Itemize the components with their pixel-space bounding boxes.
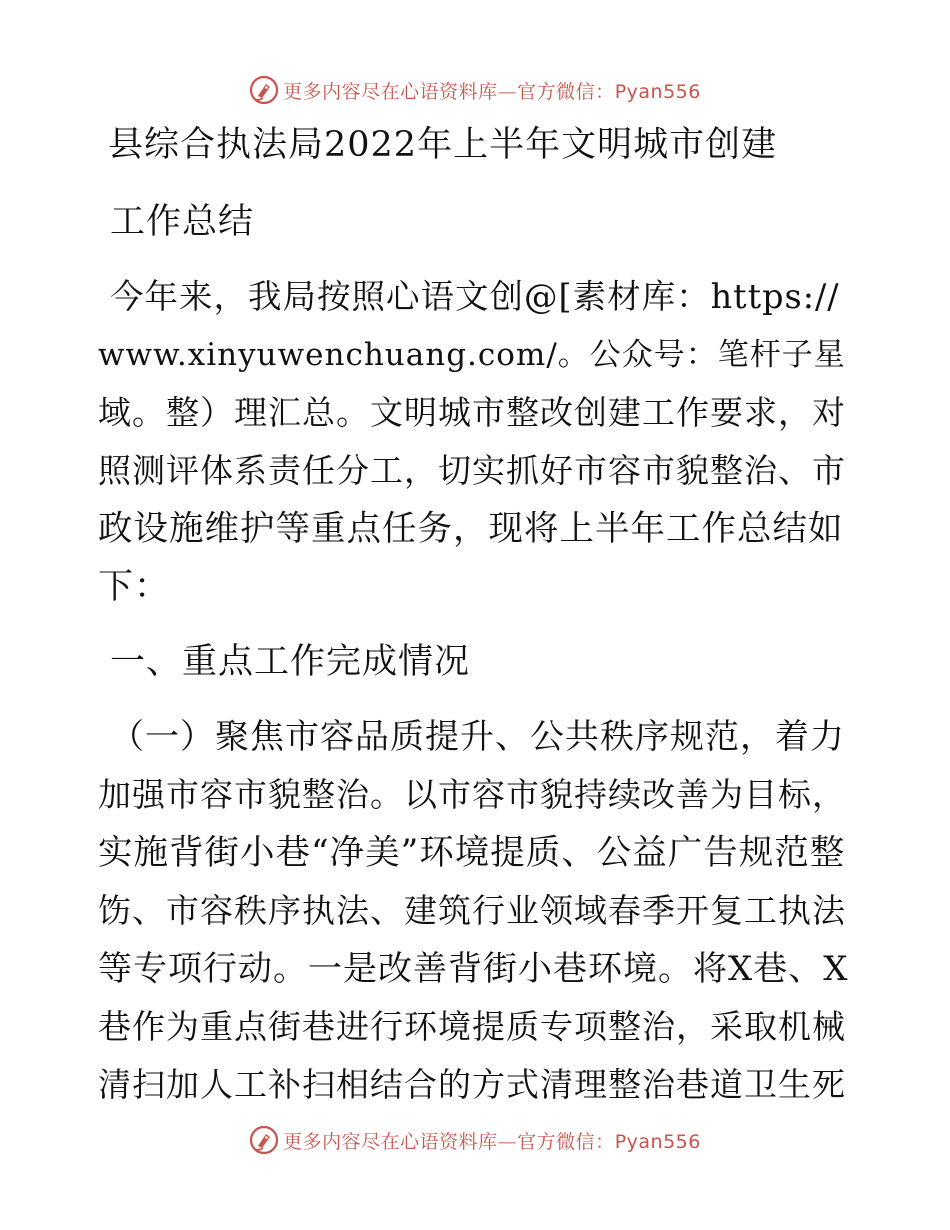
paragraph-2-line: 实施背街小巷“净美”环境提质、公益广告规范整 <box>98 833 846 873</box>
document-title-line-1: 县综合执法局2022年上半年文明城市创建 <box>108 125 778 165</box>
paragraph-2-line: 巷作为重点街巷进行环境提质专项整治，采取机械 <box>98 1007 846 1046</box>
header-watermark-banner <box>0 70 950 110</box>
pen-nib-circle-icon <box>249 1125 279 1155</box>
paragraph-1-line: 照测评体系责任分工，切实抓好市容市貌整治、市 <box>98 451 846 490</box>
paragraph-1-line: 今年来，我局按照心语文创@[素材库：https:// <box>110 277 840 316</box>
watermark-text: 更多内容尽在心语资料库—官方微信：Pyan556 <box>283 80 701 103</box>
paragraph-2-line: 等专项行动。一是改善背街小巷环境。将X巷、X <box>98 949 849 989</box>
paragraph-2-line: 饬、市容秩序执法、建筑行业领域春季开复工执法 <box>98 891 846 930</box>
paragraph-2-line: 清扫加人工补扫相结合的方式清理整治巷道卫生死 <box>98 1065 846 1104</box>
paragraph-1-line: www.xinyuwenchuang.com/。公众号：笔杆子星 <box>98 337 846 373</box>
section-heading: 一、重点工作完成情况 <box>110 642 471 682</box>
paragraph-2-line: 加强市容市貌整治。以市容市貌持续改善为目标， <box>98 775 846 814</box>
paragraph-1-line: 域。整）理汇总。文明城市整改创建工作要求，对 <box>98 393 846 432</box>
paragraph-2-line: （一）聚焦市容品质提升、公共秩序规范，着力 <box>110 717 845 757</box>
watermark-text: 更多内容尽在心语资料库—官方微信：Pyan556 <box>283 1130 701 1153</box>
footer-watermark-banner <box>0 1120 950 1160</box>
paragraph-1-line: 政设施维护等重点任务，现将上半年工作总结如 <box>98 509 844 549</box>
pen-nib-circle-icon <box>249 75 279 105</box>
document-title-line-2: 工作总结 <box>110 202 255 242</box>
paragraph-1-line: 下： <box>98 567 171 607</box>
